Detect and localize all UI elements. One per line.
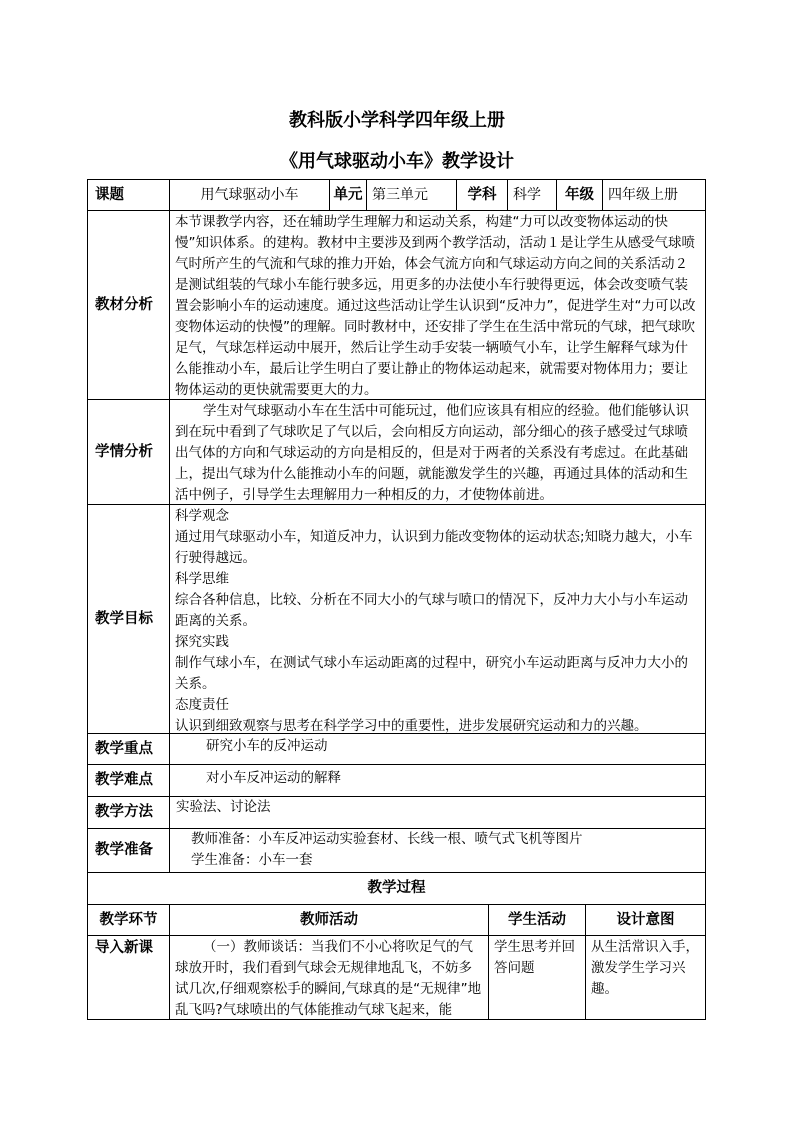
objective-text: 综合各种信息，比较、分析在不同大小的气球与喷口的情况下，反冲力大小与小车运动距离的关系。	[175, 592, 688, 629]
design-intent-text: 从生活常识入手，激发学生学习兴趣。	[585, 935, 706, 1020]
stage-intro: 导入新课	[87, 935, 170, 1020]
document-subtitle: 《用气球驱动小车》教学设计	[280, 151, 514, 172]
unit-value: 第三单元	[366, 179, 457, 211]
preparation-cell	[169, 828, 706, 873]
header-teacher-activity: 教师活动	[169, 904, 489, 936]
material-analysis-text: 本节课教学内容，还在辅助学生理解力和运动关系，构建“力可以改变物体运动的快慢”知识体系。的建构。教材中主要涉及到两个教学活动，活动１是让学生从感受气球喷气时所产生的气流和气球的推力开始，体会气流方向和气球运动方向之间的关系活动２是测试组装的气球小车能行驶多远，用更多的办法使小车行驶得更远，体会改变喷气装置会影响小车的运动速度。通过这些活动让学生认识到“反冲力”，促进学生对“力可以改变物体运动的快慢”的理解。同时教材中，还安排了学生在生活中常玩的气球，把气球吹足气，气球怎样运动中展开，然后让学生动手安装一辆喷气小车，让学生解释气球为什么能推动小车，最后让学生明白了要让静止的物体运动起来，就需要对物体用力；要让物体运动的更快就需要更大的力。	[175, 214, 696, 398]
objective-heading: 探究实践	[175, 634, 229, 650]
objective-text: 制作气球小车，在测试气球小车运动距离的过程中，研究小车运动距离与反冲力大小的关系。	[175, 655, 688, 692]
document-title: 教科版小学科学四年级上册	[289, 110, 505, 131]
learner-analysis-label: 学情分析	[87, 399, 170, 505]
subject-value: 科学	[507, 179, 557, 211]
method-label: 教学方法	[87, 796, 170, 829]
method-text: 实验法、讨论法	[169, 796, 706, 829]
teacher-activity-cell	[169, 935, 489, 1020]
grade-label: 年级	[556, 179, 603, 211]
material-analysis-label: 教材分析	[87, 210, 170, 400]
objective-text: 通过用气球驱动小车，知道反冲力，认识到力能改变物体的运动状态;知晓力越大，小车行驶得越远。	[175, 529, 693, 566]
student-activity-text: 学生思考并回答问题	[488, 935, 586, 1020]
header-stage: 教学环节	[87, 904, 170, 936]
topic-value: 用气球驱动小车	[169, 179, 330, 211]
unit-label: 单元	[329, 179, 367, 211]
learner-analysis-text: 学生对气球驱动小车在生活中可能玩过，他们应该具有相应的经验。他们能够认识到在玩中看到了气球吹足了气以后，会向相反方向运动，部分细心的孩子感受过气球喷出气体的方向和气球运动的方向是相反的，但是对于两者的关系没有考虑过。在此基础上，提出气球为什么能推动小车的问题，就能激发学生的兴趣，再通过具体的活动和生活中例子，引导学生去理解用力一种相反的力，才使物体前进。	[175, 403, 689, 503]
grade-value: 四年级上册	[602, 179, 706, 211]
topic-label: 课题	[87, 179, 170, 211]
objective-text: 认识到细致观察与思考在科学学习中的重要性，进步发展研究运动和力的兴趣。	[175, 718, 648, 734]
learner-analysis-cell	[169, 399, 706, 505]
objective-heading: 科学观念	[175, 508, 229, 524]
difficulty-text: 对小车反冲运动的解释	[169, 764, 706, 797]
subject-label: 学科	[456, 179, 508, 211]
teacher-activity-text: （一）教师谈话：当我们不小心将吹足气的气球放开时，我们看到气球会无规律地乱飞，不妨多试几次,仔细观察松手的瞬间,气球真的是“无规律”地乱飞吗?气球喷出的气体能推动气球飞起来，能	[175, 939, 482, 1018]
objectives-label: 教学目标	[87, 504, 170, 734]
header-student-activity: 学生活动	[488, 904, 586, 936]
process-title: 教学过程	[87, 872, 706, 905]
header-design-intent: 设计意图	[585, 904, 706, 936]
difficulty-label: 教学难点	[87, 764, 170, 797]
key-point-label: 教学重点	[87, 733, 170, 765]
preparation-teacher: 教师准备：小车反冲运动实验套材、长线一根、喷气式飞机等图片	[191, 831, 583, 847]
material-analysis-cell	[169, 210, 706, 400]
objectives-list	[169, 504, 706, 734]
objective-heading: 科学思维	[175, 571, 229, 587]
preparation-student: 学生准备：小车一套	[191, 852, 313, 868]
objective-heading: 态度责任	[175, 697, 229, 713]
key-point-text: 研究小车的反冲运动	[169, 733, 706, 765]
preparation-label: 教学准备	[87, 828, 170, 873]
